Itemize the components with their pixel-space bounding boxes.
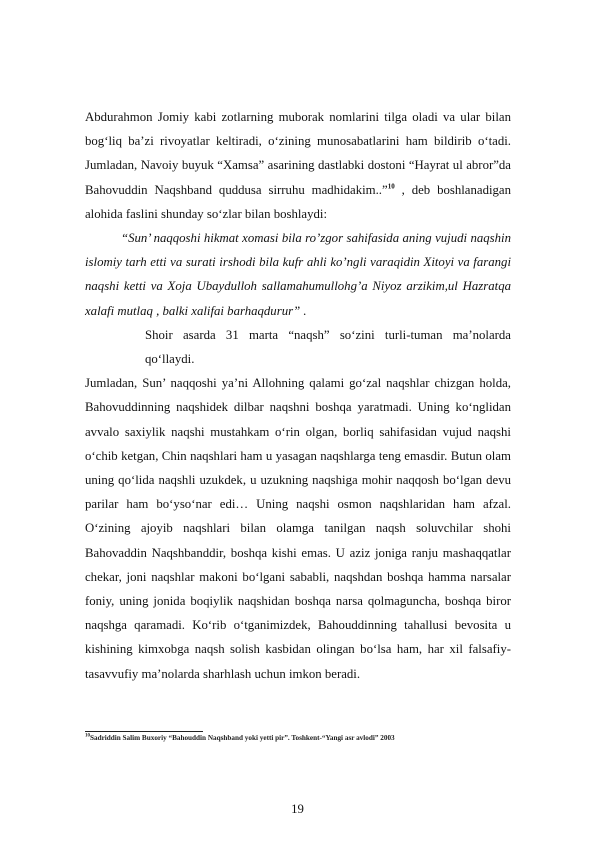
paragraph-1: [85, 105, 511, 226]
paragraph-1-text: Abdurahmon Jomiy kabi zotlarning muborak nomlarini tilga oladi va ular bilan bog‘liq ba’zi rivoyatlar keltiradi, o‘zining munosabatlarini ham bildirib o‘tadi. Jumladan, Navoiy buyuk “Xamsa” asarining dastlabki dostoni “Hayrat ul abror”da Bahovuddin Naqshband quddusa sirruhu madhidakim..”: [85, 110, 511, 197]
paragraph-2: [85, 323, 511, 686]
quotation: “Sun’ naqqoshi hikmat xomasi bila ro’zgor sahifasida aning vujudi naqshin islomiy tarh etti va surati irshodi bila kufr ahli ko’ngli varaqidin Xitoyi va farangi naqshi ketti va Xoja Ubaydulloh sallamahumullohg’a Niyoz arzikim,ul Hazratqa xalafi mutlaq , balki xalifai barhaqdurur” .: [85, 231, 511, 318]
paragraph-2-lead: Shoir asarda 31 marta “naqsh” so‘zini turli-tuman ma’nolarda qo‘llaydi.: [145, 327, 511, 367]
paragraph-1-tail: , deb boshlanadigan alohida faslini shunday so‘zlar bilan boshlaydi:: [85, 182, 511, 221]
footnote-divider: [85, 731, 203, 732]
paragraph-2-rest: Jumladan, Sun’ naqqoshi ya’ni Allohning qalami go‘zal naqshlar chizgan holda, Bahovuddinning naqshidek dilbar naqshni boshqa yaratmadi. Uning ko‘nglidan avvalo saxiylik naqshi mustahkam o‘rin olgan, borliq sahifasidan vujud naqshi o‘chib ketgan, Chin naqshlari ham u yasagan naqshlarga teng emasdir. Butun olam uning qo‘lida naqshli uzukdek, u uzukning naqshiga mohir naqqosh bo‘lgan devu parilar ham bo‘yso‘nar edi… Uning naqshi osmon naqshlaridan ham afzal. O‘zining ajoyib naqshlari bilan olamga tanilgan naqsh soluvchilar shohi Bahovaddin Naqshbanddir, boshqa kishi emas. U aziz joniga ranju mashaqqatlar chekar, joni naqshlar makoni bo‘lgani sababli, naqshdan boshqa hamma narsalar foniy, uning jonida boqiylik naqshidan boshqa narsa qolmaguncha, boshqa biror naqshga qaramadi. Ko‘rib o‘tganimizdek, Bahouddinning tahallusi bevosita u kishining kimxobga naqsh solish kasbidan olingan bo‘lsa ham, har xil falsafiy-tasavvufiy ma’nolarda sharhlash uchun imkon beradi.: [85, 376, 511, 681]
footnote: [85, 734, 511, 744]
body-text: [85, 105, 511, 686]
footnote-text: Sadriddin Salim Buxoriy “Bahouddin Naqshband yoki yetti pir”. Toshkent-“Yangi asr avlodi” 2003: [90, 734, 395, 742]
footnote-reference[interactable]: 10: [387, 182, 395, 191]
footnote-number: 10: [85, 733, 90, 739]
page-number: 19: [291, 802, 304, 816]
